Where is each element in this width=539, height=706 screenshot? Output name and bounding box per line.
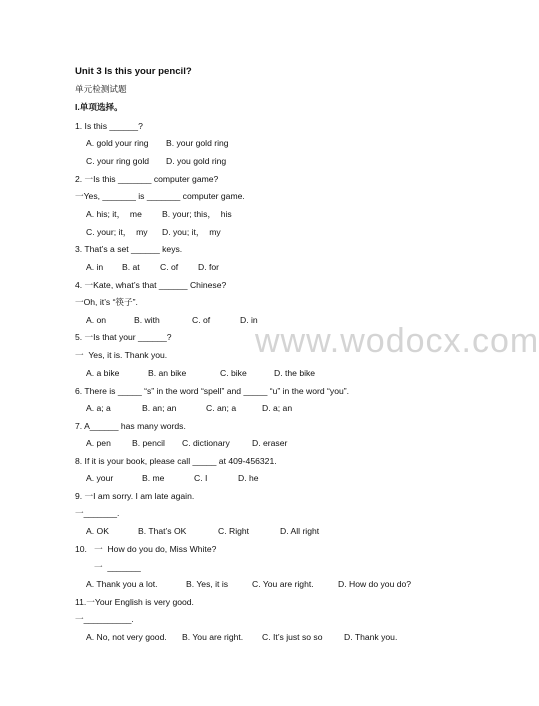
question-1-option-b: B. your gold ring	[166, 138, 229, 148]
question-2-stem: 2. 一Is this _______ computer game?	[75, 174, 219, 184]
question-11-option-a: A. No, not very good.	[86, 632, 167, 642]
question-10-stem-reply: 一 _______	[94, 562, 141, 572]
question-3-option-a: A. in	[86, 262, 104, 272]
question-11-stem-reply: 一__________.	[75, 614, 134, 624]
question-6-option-a: A. a; a	[86, 403, 111, 413]
question-3-option-d: D. for	[198, 262, 220, 272]
question-10-option-b: B. Yes, it is	[186, 579, 229, 589]
question-10-option-d: D. How do you do?	[338, 579, 412, 589]
question-7-option-d: D. eraser	[252, 438, 288, 448]
question-3-stem: 3. That’s a set ______ keys.	[75, 244, 183, 254]
question-5-option-b: B. an bike	[148, 368, 187, 378]
question-4-option-d: D. in	[240, 315, 258, 325]
question-2-option-b: B. your; this， his	[162, 209, 232, 219]
question-11-option-b: B. You are right.	[182, 632, 244, 642]
question-1-option-d: D. you gold ring	[166, 156, 227, 166]
question-5-stem: 5. 一Is that your ______?	[75, 332, 172, 342]
question-5-option-a: A. a bike	[86, 368, 120, 378]
question-6-option-d: D. a; an	[262, 403, 293, 413]
question-2-option-a: A. his; it， me	[86, 209, 142, 219]
question-2-option-d: D. you; it， my	[162, 227, 221, 237]
watermark: www.wodocx.com	[255, 322, 539, 360]
question-1-option-c: C. your ring gold	[86, 156, 150, 166]
question-3-option-c: C. of	[160, 262, 179, 272]
question-1-stem: 1. Is this ______?	[75, 121, 143, 131]
question-10-stem: 10. 一 How do you do, Miss White?	[75, 544, 217, 554]
question-8-option-c: C. I	[194, 473, 208, 483]
question-9-stem: 9. 一I am sorry. I am late again.	[75, 491, 195, 501]
question-4-stem: 4. 一Kate, what’s that ______ Chinese?	[75, 280, 227, 290]
question-9-stem-reply: 一_______.	[75, 508, 120, 518]
question-9-option-a: A. OK	[86, 526, 109, 536]
question-9-option-d: D. All right	[280, 526, 320, 536]
question-9-option-b: B. That’s OK	[138, 526, 187, 536]
section-heading: I.单项选择。	[75, 102, 123, 112]
question-8-stem: 8. If it is your book, please call _____ at 409-456321.	[75, 456, 277, 466]
question-4-option-a: A. on	[86, 315, 107, 325]
question-3-option-b: B. at	[122, 262, 140, 272]
question-5-option-c: C. bike	[220, 368, 247, 378]
question-4-option-c: C. of	[192, 315, 211, 325]
question-8-option-a: A. your	[86, 473, 114, 483]
question-8-option-d: D. he	[238, 473, 259, 483]
question-2-option-c: C. your; it， my	[86, 227, 148, 237]
question-6-stem: 6. There is _____ “s” in the word “spell” and _____ “u” in the word “you”.	[75, 386, 350, 396]
question-7-option-b: B. pencil	[132, 438, 165, 448]
question-1-option-a: A. gold your ring	[86, 138, 149, 148]
question-9-option-c: C. Right	[218, 526, 250, 536]
question-10-option-a: A. Thank you a lot.	[86, 579, 158, 589]
question-11-option-c: C. It’s just so so	[262, 632, 323, 642]
question-10-option-c: C. You are right.	[252, 579, 314, 589]
question-5-option-d: D. the bike	[274, 368, 316, 378]
page-subtitle: 单元检测试题	[75, 84, 127, 94]
question-5-stem-reply: 一 Yes, it is. Thank you.	[75, 350, 168, 360]
question-6-option-b: B. an; an	[142, 403, 177, 413]
question-11-option-d: D. Thank you.	[344, 632, 398, 642]
question-4-stem-reply: 一Oh, it’s “筷子”.	[75, 297, 138, 307]
question-8-option-b: B. me	[142, 473, 165, 483]
question-6-option-c: C. an; a	[206, 403, 237, 413]
page-title: Unit 3 Is this your pencil?	[75, 66, 192, 77]
question-7-stem: 7. A______ has many words.	[75, 421, 186, 431]
question-7-option-c: C. dictionary	[182, 438, 230, 448]
question-2-stem-reply: 一Yes, _______ is _______ computer game.	[75, 191, 245, 201]
question-11-stem: 11.一Your English is very good.	[75, 597, 194, 607]
question-4-option-b: B. with	[134, 315, 160, 325]
question-7-option-a: A. pen	[86, 438, 111, 448]
